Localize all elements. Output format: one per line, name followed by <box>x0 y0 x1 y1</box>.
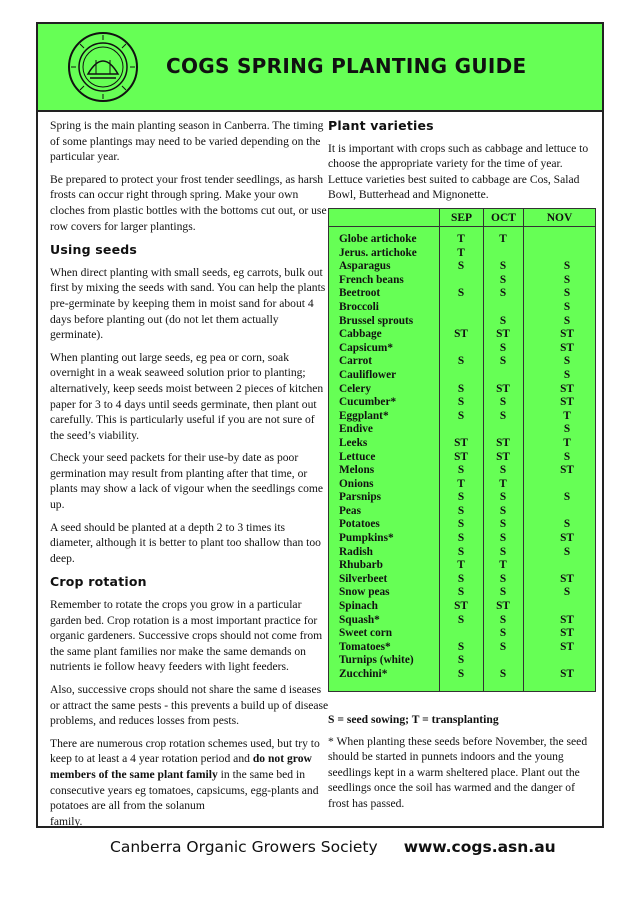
sep-cell: T <box>457 246 465 259</box>
oct-cell: S <box>499 273 507 286</box>
nov-cell: S <box>563 450 571 463</box>
vegetable-name: Sweet corn <box>339 627 393 640</box>
table-row <box>329 410 595 424</box>
table-row <box>329 383 595 397</box>
vegetable-name: Silverbeet <box>339 572 388 585</box>
sep-cell: S <box>457 518 465 531</box>
nov-cell: T <box>563 436 571 449</box>
crop-rotation-text-a: There are numerous crop rotation schemes used, but try to keep to at least a 4 year rotation period and <box>50 736 320 766</box>
nov-cell: S <box>563 314 571 327</box>
vegetable-name: Eggplant* <box>339 409 389 422</box>
page-title: COGS SPRING PLANTING GUIDE <box>166 54 527 78</box>
oct-cell: S <box>499 518 507 531</box>
oct-cell: S <box>499 491 507 504</box>
vegetable-name: Cabbage <box>339 328 382 341</box>
sep-cell: S <box>457 396 465 409</box>
table-header-blank <box>329 209 439 227</box>
sep-cell: S <box>457 491 465 504</box>
sep-cell: S <box>457 532 465 545</box>
table-header-nov: NOV <box>523 209 595 227</box>
table-row <box>329 247 595 261</box>
vegetable-name: Broccoli <box>339 300 379 313</box>
nov-cell: S <box>563 355 571 368</box>
sep-cell: S <box>457 572 465 585</box>
nov-cell: ST <box>560 613 574 626</box>
vegetable-name: Tomatoes* <box>339 640 391 653</box>
oct-cell: T <box>499 233 507 245</box>
cogs-logo-icon <box>66 30 140 104</box>
nov-cell: ST <box>560 627 574 640</box>
nov-cell: S <box>563 491 571 504</box>
intro-paragraph-1: Spring is the main planting season in Canberra. The timing of some plantings may need to be varied depending on the particular year. <box>50 119 324 164</box>
oct-cell: S <box>499 668 507 680</box>
table-row <box>329 369 595 383</box>
nov-cell: ST <box>560 532 574 545</box>
vegetable-name: Squash* <box>339 613 380 626</box>
using-seeds-paragraph-3: Check your seed packets for their use-by date as poor germination may result from planting after that time, or plants may show a lack of vigour when the seedlings come up. <box>50 451 324 512</box>
sep-cell: T <box>457 477 465 490</box>
table-row <box>329 491 595 505</box>
oct-cell: S <box>499 572 507 585</box>
table-row <box>329 654 595 668</box>
footer <box>110 838 556 856</box>
oct-cell: S <box>499 260 507 273</box>
table-row <box>329 559 595 573</box>
sep-cell: ST <box>454 436 468 449</box>
oct-cell: S <box>499 640 507 653</box>
nov-cell: ST <box>560 328 574 341</box>
sep-cell: S <box>457 355 465 368</box>
using-seeds-paragraph-1: When direct planting with small seeds, eg carrots, bulk out first by mixing the seeds with sand. You can help the plants pre-germinate by keeping them in moist sand for about 4 days before planting out (do not let them actually germinate). <box>50 265 326 342</box>
vegetable-name: Turnips (white) <box>339 654 414 667</box>
vegetable-name: Peas <box>339 504 361 517</box>
nov-cell: S <box>563 300 571 313</box>
table-row <box>329 600 595 614</box>
sep-cell: T <box>457 559 465 572</box>
table-row <box>329 274 595 288</box>
nov-cell: ST <box>560 382 574 395</box>
using-seeds-heading: Using seeds <box>50 242 138 258</box>
crop-rotation-paragraph-1: Remember to rotate the crops you grow in a particular garden bed. Crop rotation is a most important practice for organic gardeners. Successive crops should not come from the same plant families nor make the same demands on nutrients ie follow heavy feeders with light feeders. <box>50 598 323 674</box>
vegetable-name: Lettuce <box>339 450 376 463</box>
oct-cell: ST <box>496 436 510 449</box>
table-row <box>329 328 595 342</box>
legend-note: * When planting these seeds before November, the seed should be started in punnets indoors and the young seedlings kept in a warm sheltered place. Plant out the seedlings once the soil has warmed and the danger of frost has passed. <box>328 734 588 810</box>
oct-cell: T <box>499 477 507 490</box>
nov-cell: ST <box>560 341 574 354</box>
sep-cell: S <box>457 545 465 558</box>
table-row <box>329 315 595 329</box>
planting-table <box>328 208 596 692</box>
footer-org: Canberra Organic Growers Society <box>110 838 378 856</box>
sep-cell: S <box>457 464 465 477</box>
table-header-row <box>329 209 595 227</box>
oct-cell: ST <box>496 600 510 613</box>
sep-cell: ST <box>454 600 468 613</box>
table-row <box>329 614 595 628</box>
oct-cell: ST <box>496 450 510 463</box>
oct-cell: S <box>499 355 507 368</box>
crop-rotation-paragraph-2: Also, successive crops should not share the same d iseases or attract the same pests - this prevents a build up of disease problems, and reduces losses from pests. <box>50 683 329 728</box>
oct-cell: ST <box>496 382 510 395</box>
vegetable-name: Celery <box>339 382 371 395</box>
nov-cell: S <box>563 287 571 300</box>
sep-cell: S <box>457 382 465 395</box>
oct-cell: S <box>499 627 507 640</box>
sep-cell: ST <box>454 450 468 463</box>
nov-cell: S <box>563 423 571 436</box>
vegetable-name: French beans <box>339 273 404 286</box>
oct-cell: T <box>499 559 507 572</box>
nov-cell: ST <box>560 396 574 409</box>
table-row <box>329 423 595 437</box>
crop-rotation-paragraph-3 <box>50 736 330 830</box>
sep-cell: ST <box>454 328 468 341</box>
table-row <box>329 260 595 274</box>
plant-varieties-paragraph: It is important with crops such as cabbage and lettuce to choose the appropriate variety for the time of year. Lettuce varieties best suited to cabbage are Cos, Salad Bowl, Butterhead and Mignonette. <box>328 141 589 202</box>
table-row <box>329 437 595 451</box>
sep-cell: S <box>457 668 465 680</box>
sep-cell: S <box>457 654 465 667</box>
using-seeds-paragraph-2: When planting out large seeds, eg pea or corn, soak overnight in a weak seaweed solution prior to planting; alternatively, keep seeds moist between 2 pieces of kitchen paper for 3 to 4 days until seeds germinate, then plant out carefully. This is particularly useful if you are not sure of the seed’s viability. <box>50 350 324 442</box>
table-row <box>329 233 595 247</box>
vegetable-name: Jerus. artichoke <box>339 246 417 259</box>
vegetable-name: Endive <box>339 423 373 436</box>
crop-rotation-bold: do not grow members of the same plant family <box>50 752 312 781</box>
table-row <box>329 532 595 546</box>
sep-cell: S <box>457 504 465 517</box>
vegetable-name: Carrot <box>339 355 373 368</box>
oct-cell: S <box>499 464 507 477</box>
table-row <box>329 355 595 369</box>
table-row <box>329 287 595 301</box>
vegetable-name: Leeks <box>339 436 368 449</box>
nov-cell: ST <box>560 640 574 653</box>
right-column <box>328 118 598 209</box>
oct-cell: S <box>499 545 507 558</box>
sep-cell: S <box>457 613 465 626</box>
oct-cell: S <box>499 314 507 327</box>
oct-cell: S <box>499 532 507 545</box>
header-banner <box>38 24 602 112</box>
vegetable-name: Asparagus <box>339 260 391 273</box>
sep-cell: T <box>457 233 465 245</box>
table-row <box>329 478 595 492</box>
oct-cell: S <box>499 341 507 354</box>
crop-rotation-text-b: in the same bed in consecutive years eg tomatoes, capsicums, egg-plants and potatoes are all from the solanum <box>50 767 319 813</box>
sep-cell: S <box>457 640 465 653</box>
legend-key: S = seed sowing; T = transplanting <box>328 713 499 726</box>
nov-cell: ST <box>560 464 574 477</box>
plant-varieties-heading: Plant varieties <box>328 118 434 133</box>
oct-cell: S <box>499 396 507 409</box>
oct-cell: S <box>499 287 507 300</box>
vegetable-name: Cauliflower <box>339 368 397 381</box>
crop-rotation-text-c: family. <box>50 814 83 828</box>
table-row <box>329 546 595 560</box>
table-row <box>329 518 595 532</box>
vegetable-name: Radish <box>339 545 373 558</box>
table-row <box>329 342 595 356</box>
oct-cell: ST <box>496 328 510 341</box>
nov-cell: S <box>563 545 571 558</box>
table-row <box>329 627 595 641</box>
vegetable-name: Parsnips <box>339 491 382 504</box>
table-row <box>329 505 595 519</box>
sep-cell: S <box>457 260 465 273</box>
nov-cell: T <box>563 409 571 422</box>
table-row <box>329 586 595 600</box>
vegetable-name: Beetroot <box>339 287 381 300</box>
nov-cell: S <box>563 586 571 599</box>
oct-cell: S <box>499 504 507 517</box>
intro-paragraph-2: Be prepared to protect your frost tender seedlings, as harsh frosts can occur right through spring. Make your own cloches from plastic bottles with the bottoms cut out, or use row covers for larger plantings. <box>50 172 327 233</box>
table-header-sep: SEP <box>439 209 483 227</box>
table-row <box>329 668 595 682</box>
table-row <box>329 464 595 478</box>
left-column <box>50 118 330 836</box>
sep-cell: S <box>457 287 465 300</box>
legend <box>328 712 598 812</box>
vegetable-name: Rhubarb <box>339 559 383 572</box>
vegetable-name: Globe artichoke <box>339 233 417 245</box>
table-body <box>329 233 595 682</box>
vegetable-name: Capsicum* <box>339 341 393 354</box>
sep-cell: S <box>457 586 465 599</box>
oct-cell: S <box>499 586 507 599</box>
table-row <box>329 301 595 315</box>
vegetable-name: Potatoes <box>339 518 380 531</box>
oct-cell: S <box>499 409 507 422</box>
nov-cell: S <box>563 260 571 273</box>
vegetable-name: Brussel sprouts <box>339 314 414 327</box>
vegetable-name: Melons <box>339 464 375 477</box>
table-row <box>329 641 595 655</box>
vegetable-name: Zucchini* <box>339 668 388 680</box>
nov-cell: ST <box>560 668 574 680</box>
page-frame <box>36 22 604 828</box>
footer-url[interactable]: www.cogs.asn.au <box>403 838 556 856</box>
vegetable-name: Pumpkins* <box>339 532 394 545</box>
table-row <box>329 573 595 587</box>
oct-cell: S <box>499 613 507 626</box>
nov-cell: S <box>563 518 571 531</box>
vegetable-name: Cucumber* <box>339 396 397 409</box>
using-seeds-paragraph-4: A seed should be planted at a depth 2 to 3 times its diameter, although it is better to plant too shallow than too deep. <box>50 520 321 565</box>
nov-cell: S <box>563 368 571 381</box>
crop-rotation-heading: Crop rotation <box>50 574 147 590</box>
vegetable-name: Snow peas <box>339 586 390 599</box>
sep-cell: S <box>457 409 465 422</box>
nov-cell: S <box>563 273 571 286</box>
table-row <box>329 396 595 410</box>
vegetable-name: Onions <box>339 477 374 490</box>
nov-cell: ST <box>560 572 574 585</box>
table-row <box>329 451 595 465</box>
table-header-oct: OCT <box>483 209 523 227</box>
vegetable-name: Spinach <box>339 600 378 613</box>
